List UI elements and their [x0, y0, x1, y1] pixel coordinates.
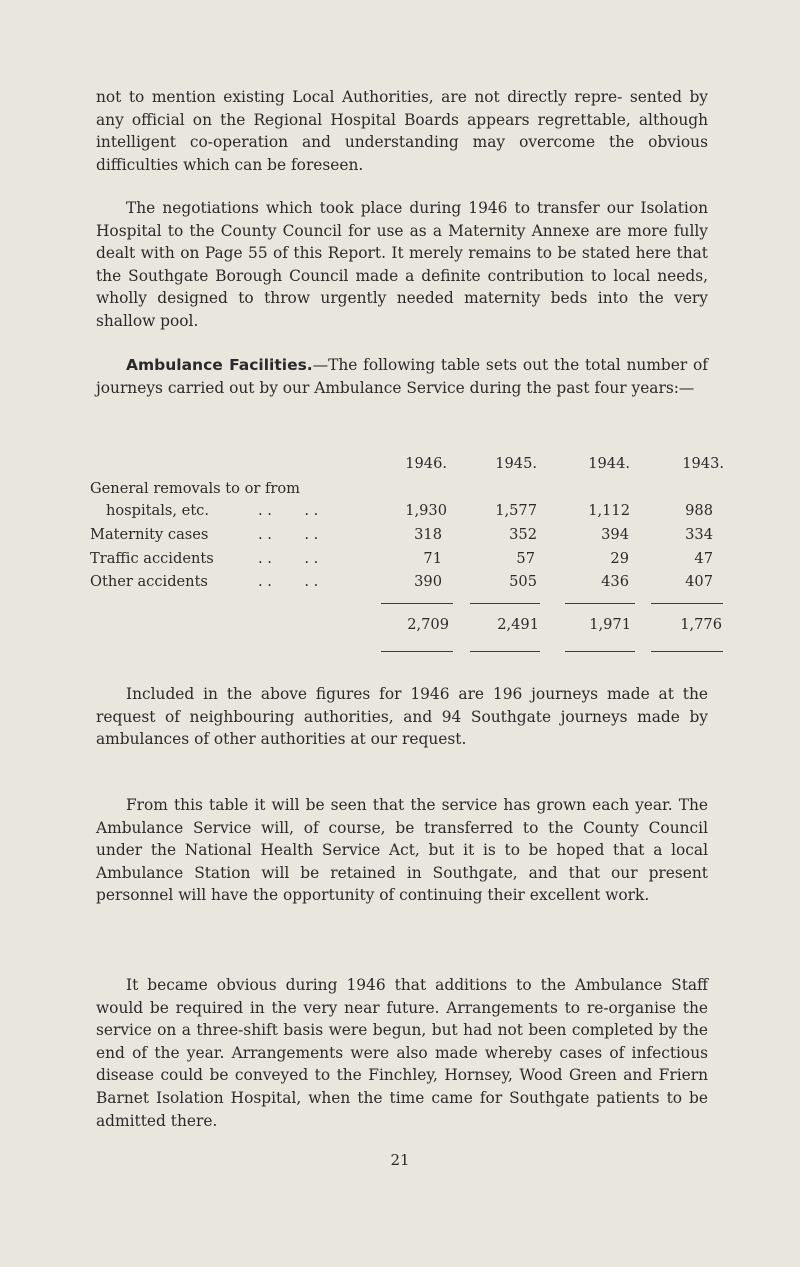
cell-value: 318 — [414, 526, 442, 543]
total-underline — [651, 651, 723, 652]
paragraph-staff-additions: It became obvious during 1946 that additions to the Ambulance Staff would be required in the very near future. Arrangements to re-organise the service on a three-shift basis were begun, but had not been completed by the end of the year. Arrangements were also made whereby cases of infectious disease could be conveyed to the Finchley, Hornsey, Wood Green and Friern Barnet Isolation Hospital, when the time came for Southgate patients to be admitted there. — [96, 976, 708, 1130]
paragraph-included-figures: Included in the above figures for 1946 are 196 journeys made at the request of neighbouring authorities, and 94 Southgate journeys made by ambulances of other authorities at our request. — [96, 685, 708, 749]
header-1943: 1943. — [682, 455, 724, 472]
row-label-general-removals: General removals to or from — [90, 480, 300, 497]
row-label-maternity: Maternity cases — [90, 526, 209, 543]
total-rule — [470, 603, 540, 604]
total-underline — [381, 651, 453, 652]
cell-value: 57 — [516, 550, 535, 567]
paragraph-isolation-hospital: The negotiations which took place during 1946 to transfer our Isolation Hospital to the County Council for use as a Maternity Annexe are more fully dealt with on Page 55 of this Report. It merely remains to be stated here that the Southgate Borough Council made a definite contribution to local needs, wholly designed to throw urgently needed maternity beds into the very shallow pool. — [96, 199, 708, 330]
total-underline — [565, 651, 635, 652]
total-rule — [565, 603, 635, 604]
row-leader-dots: . . . . — [258, 502, 319, 519]
total-rule — [381, 603, 453, 604]
row-label-traffic: Traffic accidents — [90, 550, 214, 567]
header-1944: 1944. — [588, 455, 630, 472]
cell-value: 505 — [509, 573, 537, 590]
total-1944: 1,971 — [589, 616, 631, 633]
cell-value: 988 — [685, 502, 713, 519]
cell-value: 352 — [509, 526, 537, 543]
total-1945: 2,491 — [497, 616, 539, 633]
header-1945: 1945. — [495, 455, 537, 472]
row-leader-dots: . . . . — [258, 573, 319, 590]
cell-value: 394 — [601, 526, 629, 543]
cell-value: 436 — [601, 573, 629, 590]
page-number: 21 — [390, 1151, 410, 1169]
section-intro-text: —The following table sets out the total number of journeys carried out by our Ambulance Service during the past four years:— — [96, 356, 708, 397]
header-1946: 1946. — [405, 455, 447, 472]
paragraph-regional-boards: not to mention existing Local Authorities, are not directly repre- sented by any official on the Regional Hospital Boards appears regrettable, although intelligent co-operation and understanding may overcome the obvious difficulties which can be foreseen. — [96, 88, 708, 174]
paragraph-service-growth: From this table it will be seen that the service has grown each year. The Ambulance Service will, of course, be transferred to the County Council under the National Health Service Act, but it is to be hoped that a local Ambulance Station will be retained in Southgate, and that our present personnel will have the opportunity of continuing their excellent work. — [96, 796, 708, 905]
cell-value: 334 — [685, 526, 713, 543]
row-leader-dots: . . . . — [258, 550, 319, 567]
cell-value: 407 — [685, 573, 713, 590]
cell-value: 1,577 — [495, 502, 537, 519]
total-rule — [651, 603, 723, 604]
row-label-general-removals-cont: hospitals, etc. — [106, 502, 209, 519]
total-1946: 2,709 — [407, 616, 449, 633]
cell-value: 29 — [610, 550, 629, 567]
row-label-other-accidents: Other accidents — [90, 573, 208, 590]
total-underline — [470, 651, 540, 652]
cell-value: 390 — [414, 573, 442, 590]
cell-value: 47 — [694, 550, 713, 567]
cell-value: 1,112 — [588, 502, 630, 519]
section-heading: Ambulance Facilities. — [126, 356, 313, 374]
total-1943: 1,776 — [680, 616, 722, 633]
cell-value: 71 — [423, 550, 442, 567]
row-leader-dots: . . . . — [258, 526, 319, 543]
cell-value: 1,930 — [405, 502, 447, 519]
